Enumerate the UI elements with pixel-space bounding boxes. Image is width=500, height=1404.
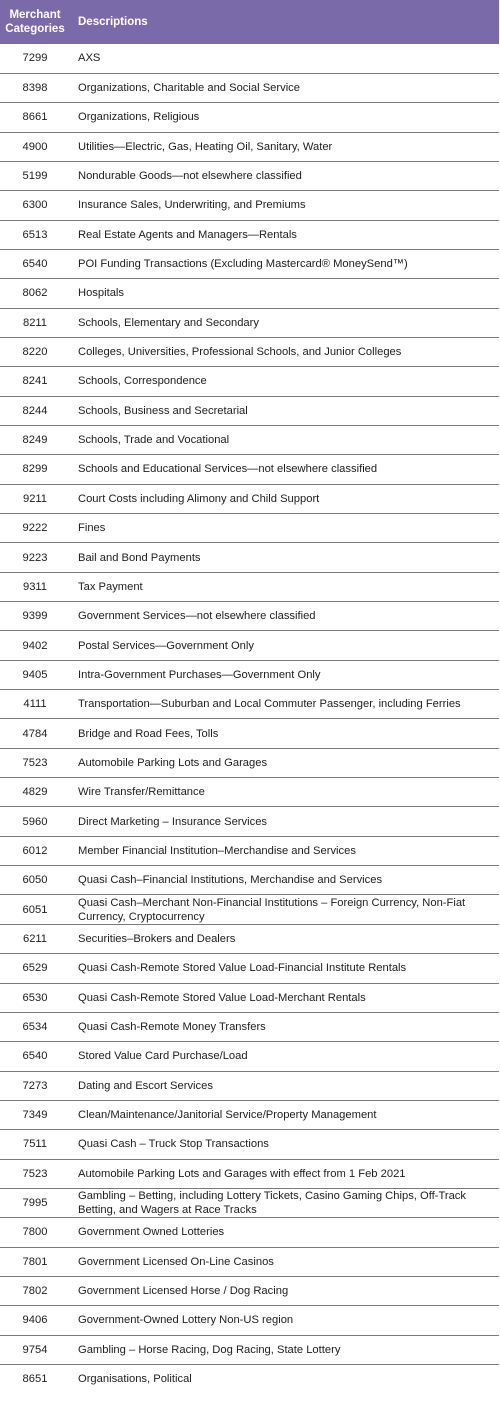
table-row [0, 44, 499, 73]
table-row [0, 631, 499, 660]
merchant-category-code: 7349 [22, 1109, 48, 1122]
merchant-category-description: Colleges, Universities, Professional Schools, and Junior Colleges [78, 346, 402, 359]
table-row [0, 748, 499, 777]
merchant-category-code: 7800 [22, 1226, 48, 1239]
table-row [0, 602, 499, 631]
merchant-category-description: Clean/Maintenance/Janitorial Service/Property Management [78, 1109, 377, 1122]
merchant-category-code: 8299 [22, 463, 48, 476]
merchant-category-code: 6540 [22, 1050, 48, 1063]
merchant-category-description: Gambling – Betting, including Lottery Tickets, Casino Gaming Chips, Off-Track Betting, and Wagers at Race Tracks [78, 1190, 466, 1217]
table-row [0, 1100, 499, 1129]
merchant-category-code: 7802 [22, 1285, 48, 1298]
merchant-category-code: 7995 [22, 1197, 48, 1210]
table-row [0, 690, 499, 719]
table-row [0, 1042, 499, 1071]
merchant-category-code: 6051 [22, 903, 48, 916]
table-row [0, 161, 499, 190]
merchant-category-description: Quasi Cash–Financial Institutions, Merchandise and Services [78, 874, 383, 887]
merchant-category-code: 7523 [22, 756, 48, 769]
table-row [0, 514, 499, 543]
merchant-category-description: Schools and Educational Services—not elsewhere classified [78, 463, 378, 476]
merchant-category-description: Schools, Business and Secretarial [78, 404, 248, 417]
merchant-category-description: Government-Owned Lottery Non-US region [78, 1314, 294, 1327]
merchant-category-description: Organisations, Political [78, 1373, 192, 1386]
merchant-category-description: Quasi Cash–Merchant Non-Financial Institutions – Foreign Currency, Non-Fiat Currency, Cryptocurrency [78, 896, 466, 923]
merchant-category-code: 9402 [22, 639, 48, 652]
merchant-category-code: 4111 [23, 698, 47, 711]
table-row [0, 1335, 499, 1364]
merchant-category-description: Organizations, Charitable and Social Service [78, 82, 301, 95]
merchant-category-code: 9406 [22, 1314, 48, 1327]
table-row [0, 337, 499, 366]
merchant-category-description: Automobile Parking Lots and Garages with effect from 1 Feb 2021 [78, 1167, 406, 1180]
merchant-category-description: Quasi Cash-Remote Money Transfers [78, 1021, 266, 1034]
merchant-category-code: 8241 [22, 375, 48, 388]
table-row [0, 1130, 499, 1159]
merchant-category-code: 4900 [22, 140, 48, 153]
merchant-category-code: 6530 [22, 991, 48, 1004]
table-row [0, 249, 499, 278]
merchant-category-code: 6529 [22, 962, 48, 975]
merchant-category-description: Real Estate Agents and Managers—Rentals [78, 228, 297, 241]
merchant-category-description: Government Licensed On-Line Casinos [78, 1255, 274, 1268]
merchant-category-description: Nondurable Goods—not elsewhere classified [78, 170, 302, 183]
merchant-category-code: 7511 [22, 1138, 48, 1151]
table-row [0, 455, 499, 484]
merchant-category-description: Insurance Sales, Underwriting, and Premiums [78, 199, 306, 212]
merchant-category-code: 8398 [22, 82, 48, 95]
merchant-category-code: 9311 [22, 580, 48, 593]
table-row [0, 1306, 499, 1335]
table-row [0, 924, 499, 953]
merchant-category-code: 7299 [22, 52, 48, 65]
merchant-category-code: 8062 [22, 287, 48, 300]
table-row [0, 425, 499, 454]
merchant-category-description: POI Funding Transactions (Excluding Mastercard® MoneySend™) [78, 258, 408, 271]
table-body [0, 44, 499, 1394]
table-row [0, 836, 499, 865]
merchant-category-code: 9222 [22, 522, 48, 535]
table-row [0, 396, 499, 425]
table-row [0, 1159, 499, 1188]
table-row [0, 367, 499, 396]
table-row [0, 191, 499, 220]
table-row [0, 954, 499, 983]
merchant-category-code: 7523 [22, 1167, 48, 1180]
merchant-category-code: 7273 [22, 1079, 48, 1092]
header-merchant-categories: Merchant Categories [5, 9, 65, 35]
table-row [0, 1071, 499, 1100]
merchant-category-description: Schools, Trade and Vocational [78, 434, 230, 447]
merchant-category-code: 9211 [22, 492, 48, 505]
merchant-category-code: 8220 [22, 346, 48, 359]
merchant-category-description: Wire Transfer/Remittance [78, 786, 205, 799]
merchant-category-code: 8249 [22, 434, 48, 447]
merchant-category-description: Tax Payment [78, 580, 143, 593]
table-row [0, 543, 499, 572]
table-row [0, 1364, 499, 1393]
table-row [0, 279, 499, 308]
merchant-category-description: Government Services—not elsewhere classified [78, 610, 316, 623]
merchant-category-code: 6012 [22, 844, 48, 857]
merchant-category-description: Bail and Bond Payments [78, 551, 201, 564]
merchant-category-description: Bridge and Road Fees, Tolls [78, 727, 219, 740]
merchant-category-description: Court Costs including Alimony and Child Support [78, 492, 320, 505]
merchant-category-description: Securities–Brokers and Dealers [78, 932, 236, 945]
table-row [0, 1188, 499, 1217]
merchant-category-description: Postal Services—Government Only [78, 639, 254, 652]
merchant-category-code: 4784 [22, 727, 48, 740]
merchant-category-description: Quasi Cash – Truck Stop Transactions [78, 1138, 269, 1151]
merchant-category-description: Intra-Government Purchases—Government Only [78, 668, 321, 681]
table-row [0, 778, 499, 807]
table-row [0, 983, 499, 1012]
merchant-category-description: Gambling – Horse Racing, Dog Racing, State Lottery [78, 1343, 341, 1356]
merchant-category-description: Automobile Parking Lots and Garages [78, 756, 268, 769]
table-row [0, 73, 499, 102]
table-row [0, 220, 499, 249]
merchant-category-code: 8661 [22, 111, 48, 124]
merchant-category-code: 8651 [22, 1373, 48, 1386]
merchant-category-code: 8244 [22, 404, 48, 417]
merchant-category-description: AXS [78, 52, 101, 65]
merchant-category-description: Fines [78, 522, 106, 535]
merchant-category-code: 5960 [22, 815, 48, 828]
merchant-category-description: Quasi Cash-Remote Stored Value Load-Merchant Rentals [78, 991, 366, 1004]
table-row [0, 308, 499, 337]
merchant-category-description: Transportation—Suburban and Local Commuter Passenger, including Ferries [78, 698, 461, 711]
merchant-category-code: 6300 [22, 199, 48, 212]
merchant-category-description: Member Financial Institution–Merchandise and Services [78, 844, 356, 857]
merchant-category-code: 6211 [22, 932, 48, 945]
merchant-category-description: Organizations, Religious [78, 111, 200, 124]
table-row [0, 1276, 499, 1305]
merchant-category-code: 8211 [22, 316, 48, 329]
header-row [0, 0, 499, 44]
table-row [0, 807, 499, 836]
merchant-category-description: Government Licensed Horse / Dog Racing [78, 1285, 289, 1298]
merchant-category-code: 6513 [22, 228, 48, 241]
table-row [0, 719, 499, 748]
merchant-category-description: Schools, Elementary and Secondary [78, 316, 259, 329]
merchant-category-code: 9754 [22, 1343, 48, 1356]
table-row [0, 1218, 499, 1247]
merchant-category-code: 6534 [22, 1021, 48, 1034]
table-row [0, 132, 499, 161]
merchant-category-description: Schools, Correspondence [78, 375, 207, 388]
merchant-category-code: 6540 [22, 258, 48, 271]
merchant-category-description: Quasi Cash-Remote Stored Value Load-Financial Institute Rentals [78, 962, 407, 975]
merchant-category-description: Government Owned Lotteries [78, 1226, 225, 1239]
table-row [0, 103, 499, 132]
table-row [0, 895, 499, 924]
table-row [0, 660, 499, 689]
table-row [0, 1247, 499, 1276]
table-row [0, 1012, 499, 1041]
merchant-category-description: Stored Value Card Purchase/Load [78, 1050, 248, 1063]
merchant-category-description: Dating and Escort Services [78, 1079, 213, 1092]
merchant-category-code: 5199 [22, 170, 48, 183]
table-row [0, 572, 499, 601]
merchant-category-description: Utilities—Electric, Gas, Heating Oil, Sanitary, Water [78, 140, 333, 153]
merchant-category-code: 9223 [22, 551, 48, 564]
merchant-category-code: 9405 [22, 668, 48, 681]
header-descriptions: Descriptions [78, 16, 148, 28]
merchant-category-description: Direct Marketing – Insurance Services [78, 815, 268, 828]
table-row [0, 866, 499, 895]
merchant-category-code: 7801 [22, 1255, 48, 1268]
merchant-category-code: 9399 [22, 610, 48, 623]
merchant-category-description: Hospitals [78, 287, 125, 300]
table-header [0, 0, 499, 44]
merchant-category-code: 6050 [22, 874, 48, 887]
merchant-category-code: 4829 [22, 786, 48, 799]
table-row [0, 484, 499, 513]
